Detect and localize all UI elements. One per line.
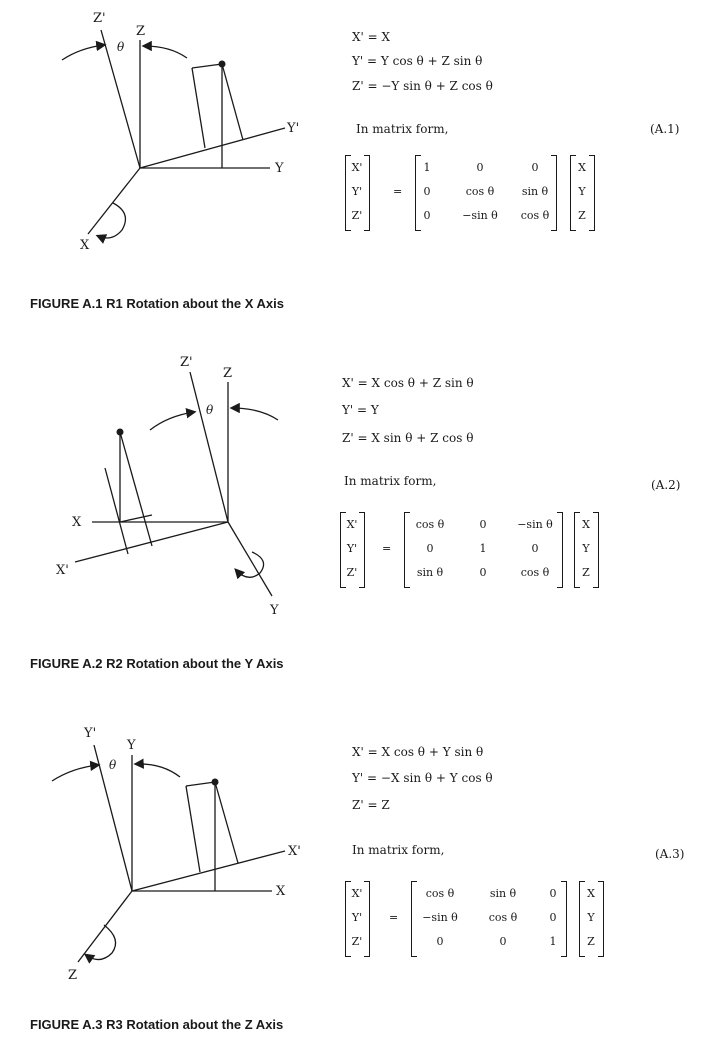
matrix-cell: cos θ [425, 887, 455, 900]
label-x: X [276, 884, 286, 899]
projection-line [105, 468, 128, 554]
equation-line: X' = X [352, 30, 391, 44]
equation-line: Z' = Z [352, 798, 390, 812]
equation-line: Z' = X sin θ + Z cos θ [342, 431, 474, 445]
label-y: Y [127, 738, 136, 753]
lhs-cell: X' [351, 887, 363, 900]
matrix-cell: cos θ [520, 566, 550, 579]
matrix-cell: sin θ [416, 566, 444, 579]
bracket-right [359, 512, 365, 588]
bracket-right [598, 881, 604, 957]
equation-line: Y' = Y [342, 403, 379, 417]
equation-line: Z' = −Y sin θ + Z cos θ [352, 79, 493, 93]
bracket-left [574, 512, 580, 588]
equation-line: Y' = −X sin θ + Y cos θ [352, 771, 493, 785]
label-x-prime: X' [288, 844, 301, 859]
projection-line [120, 432, 152, 546]
matrix-form-label: In matrix form, [344, 474, 437, 488]
matrix-cell: sin θ [521, 185, 549, 198]
rhs-cell: Y [578, 185, 586, 198]
lhs-cell: Z' [351, 209, 363, 222]
rotation-arrow-x [98, 203, 125, 238]
matrix-cell: 0 [531, 542, 539, 555]
bracket-right [364, 881, 370, 957]
rhs-cell: X [578, 161, 586, 174]
rhs-cell: Y [587, 911, 595, 924]
lhs-cell: Z' [351, 935, 363, 948]
equation-number: (A.2) [651, 478, 681, 492]
label-x: X [72, 515, 82, 530]
projection-line [192, 64, 222, 68]
label-x: X [80, 238, 90, 253]
projection-line [192, 68, 205, 148]
matrix-cell: cos θ [520, 209, 550, 222]
label-y-prime: Y' [84, 726, 97, 741]
matrix-cell: 1 [423, 161, 431, 174]
bracket-left [340, 512, 346, 588]
matrix-cell: 0 [549, 911, 557, 924]
rotation-y-diagram [0, 340, 340, 630]
rotation-arc-left [150, 412, 194, 430]
matrix-cell: 0 [426, 542, 434, 555]
matrix-cell: cos θ [415, 518, 445, 531]
bracket-left [579, 881, 585, 957]
label-z-prime: Z' [93, 11, 106, 26]
matrix-cell: 0 [423, 209, 431, 222]
bracket-left [345, 881, 351, 957]
label-z-prime: Z' [180, 355, 193, 370]
bracket-right [364, 155, 370, 231]
label-theta: θ [109, 758, 117, 772]
lhs-cell: Y' [351, 911, 363, 924]
matrix-cell: 0 [423, 185, 431, 198]
matrix-cell: 0 [531, 161, 539, 174]
matrix-form-label: In matrix form, [352, 843, 445, 857]
matrix-cell: −sin θ [517, 518, 553, 531]
bracket-left [411, 881, 417, 957]
point-marker [212, 779, 219, 786]
axis-z-prime [190, 372, 228, 522]
rotation-arc-left [62, 45, 104, 60]
lhs-cell: Y' [351, 185, 363, 198]
rotation-arc-right [144, 46, 187, 58]
label-theta: θ [117, 40, 125, 54]
lhs-cell: Z' [346, 566, 358, 579]
projection-line [186, 786, 200, 872]
matrix-cell: 0 [476, 161, 484, 174]
rotation-arrow-z [86, 925, 116, 960]
matrix-cell: 0 [436, 935, 444, 948]
rhs-cell: Z [578, 209, 586, 222]
label-y-prime: Y' [287, 121, 300, 136]
rotation-arc-left [52, 765, 98, 781]
lhs-cell: Y' [346, 542, 358, 555]
figure-caption: FIGURE A.1 R1 Rotation about the X Axis [30, 296, 285, 311]
lhs-cell: X' [351, 161, 363, 174]
matrix-form-label: In matrix form, [356, 122, 449, 136]
lhs-cell: X' [346, 518, 358, 531]
matrix-cell: 0 [479, 518, 487, 531]
rhs-cell: Z [582, 566, 590, 579]
label-x-prime: X' [56, 563, 69, 578]
equation-number: (A.1) [650, 122, 680, 136]
label-z: Z [136, 24, 146, 39]
rotation-arrow-y [236, 552, 264, 577]
rhs-cell: Z [587, 935, 595, 948]
rhs-cell: X [582, 518, 590, 531]
label-y: Y [275, 161, 284, 176]
axis-x [88, 168, 140, 234]
projection-line [222, 64, 243, 140]
bracket-right [557, 512, 563, 588]
matrix-cell: 0 [499, 935, 507, 948]
equation-line: X' = X cos θ + Y sin θ [352, 745, 484, 759]
rotation-x-diagram [0, 0, 340, 290]
equals-sign: = [382, 542, 392, 555]
matrix-cell: 1 [479, 542, 487, 555]
matrix-equation [340, 512, 620, 592]
matrix-cell: −sin θ [422, 911, 458, 924]
matrix-cell: 1 [549, 935, 557, 948]
equals-sign: = [389, 911, 399, 924]
label-z: Z [223, 366, 233, 381]
equals-sign: = [393, 185, 403, 198]
bracket-right [561, 881, 567, 957]
label-y: Y [270, 603, 279, 618]
point-marker [117, 429, 124, 436]
rotation-arc-right [232, 408, 278, 420]
point-marker [219, 61, 226, 68]
axis-x-prime [132, 851, 285, 891]
figure-a3 [0, 715, 720, 1050]
rotation-arc-right [136, 764, 180, 777]
matrix-cell: −sin θ [462, 209, 498, 222]
matrix-cell: cos θ [488, 911, 518, 924]
bracket-left [345, 155, 351, 231]
rhs-cell: X [587, 887, 595, 900]
figure-caption: FIGURE A.2 R2 Rotation about the Y Axis [30, 656, 284, 671]
bracket-right [551, 155, 557, 231]
bracket-left [404, 512, 410, 588]
rotation-z-diagram [0, 715, 340, 1005]
matrix-cell: sin θ [489, 887, 517, 900]
label-theta: θ [206, 403, 214, 417]
bracket-right [589, 155, 595, 231]
bracket-right [593, 512, 599, 588]
axis-y-prime [140, 128, 285, 168]
rhs-cell: Y [582, 542, 590, 555]
matrix-equation [345, 881, 625, 961]
bracket-left [570, 155, 576, 231]
matrix-cell: cos θ [465, 185, 495, 198]
label-z: Z [68, 968, 78, 983]
matrix-cell: 0 [549, 887, 557, 900]
projection-line [215, 782, 238, 863]
figure-a2 [0, 340, 720, 680]
matrix-equation [345, 155, 615, 235]
equation-number: (A.3) [655, 847, 685, 861]
equation-line: Y' = Y cos θ + Z sin θ [352, 54, 483, 68]
axis-y [228, 522, 272, 596]
projection-line [186, 782, 215, 786]
bracket-left [415, 155, 421, 231]
projection-line [120, 515, 152, 522]
figure-caption: FIGURE A.3 R3 Rotation about the Z Axis [30, 1017, 284, 1032]
equation-line: X' = X cos θ + Z sin θ [342, 376, 474, 390]
figure-a1 [0, 0, 720, 330]
matrix-cell: 0 [479, 566, 487, 579]
